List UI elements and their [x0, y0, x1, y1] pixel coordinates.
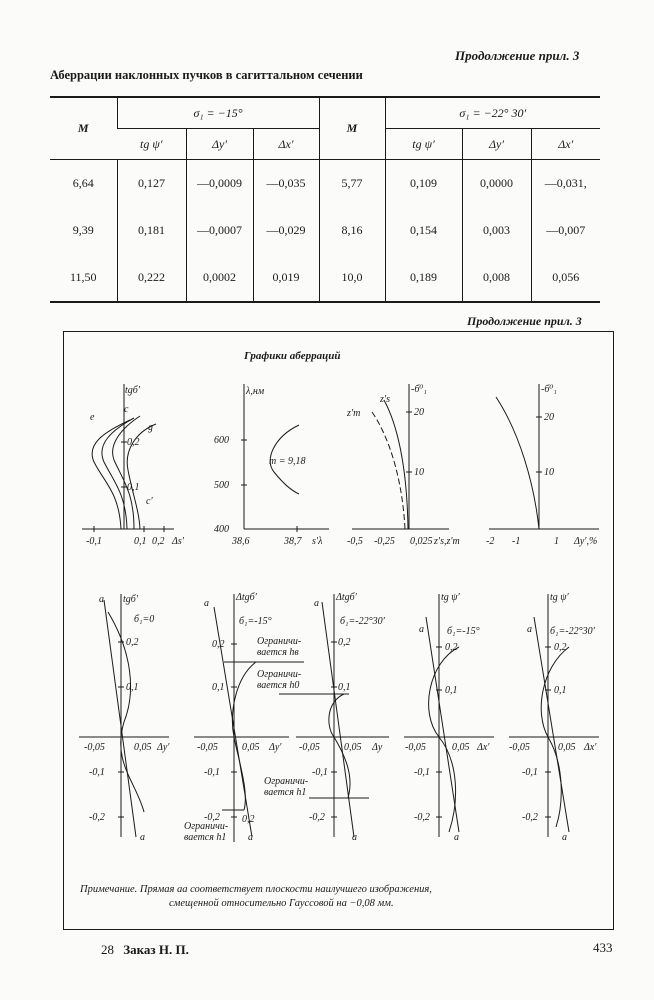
cell: 5,77 [319, 160, 385, 208]
tick-label: -0,2 [522, 812, 538, 823]
tick-label: 0,1 [338, 682, 351, 693]
tick-label: -0,05 [405, 742, 426, 753]
axis-x-label: Δy [372, 742, 383, 753]
tick-label: 10 [544, 467, 554, 478]
tick-label: -0,1 [204, 767, 220, 778]
axis-label: tgб′ [125, 385, 140, 396]
tick-label: Δy′,% [574, 536, 598, 547]
graph-top-3 [346, 384, 460, 547]
m-header: M [77, 121, 89, 135]
curve-label: m = 9,18 [269, 456, 306, 467]
cell: 0,056 [531, 254, 600, 302]
tick-label: 500 [214, 480, 229, 491]
table-row [50, 254, 600, 302]
cell: 6,64 [72, 176, 94, 190]
cell: 9,39 [72, 223, 94, 237]
limit-label: Ограничи- [264, 776, 309, 787]
footer-order: Заказ [123, 942, 156, 957]
cell: 0,222 [117, 254, 186, 302]
param-label: б₁=-15° [239, 616, 272, 627]
cell: 0,0002 [186, 254, 253, 302]
tick-label: -2 [486, 536, 495, 547]
tick-label: -1 [512, 536, 521, 547]
limit-label: вается h0 [257, 680, 300, 691]
cell: —0,0007 [186, 207, 253, 254]
line-a-label: a [99, 594, 104, 605]
tick-label: -0,2 [309, 812, 325, 823]
cell: 0,154 [385, 207, 462, 254]
line-a-label: a [454, 832, 459, 843]
tick-label: -0,05 [197, 742, 218, 753]
tick-label: -0,05 [299, 742, 320, 753]
tick-label: 0,05 [558, 742, 576, 753]
cell: 10,0 [319, 254, 385, 302]
group2-header: σ₁ = −22° 30′ [385, 97, 600, 129]
tick-label: 600 [214, 435, 229, 446]
footer-order-2: Н. П. [158, 942, 189, 957]
cell: 8,16 [319, 207, 385, 254]
table-caption: Аберрации наклонных пучков в сагиттальном сечении [50, 68, 363, 82]
tick-label: -0,2 [414, 812, 430, 823]
graph-bottom-2 [184, 592, 307, 843]
limit-label: Ограничи- [257, 636, 302, 647]
limit-label: вается h1 [264, 787, 307, 798]
curve-label: c [124, 404, 129, 415]
sub-header: tg ψ′ [117, 129, 186, 160]
tick-label: 20 [414, 407, 424, 418]
param-label: б₁=-22°30′ [550, 626, 595, 637]
tick-label: s′λ [312, 536, 323, 547]
m-header-2: M [319, 97, 385, 160]
axis-x-label: Δy′ [269, 742, 282, 753]
param-label: б₁=-15° [447, 626, 480, 637]
group1-header: σ₁ = −15° [117, 97, 319, 129]
tick-label: 38,7 [284, 536, 302, 547]
figure-box [63, 331, 614, 930]
graph-bottom-5 [509, 592, 599, 843]
note-line-2: смещенной относительно Гауссовой на −0,08 мм. [169, 898, 394, 909]
tick-label: 20 [544, 412, 554, 423]
graph-top-1 [82, 384, 185, 547]
axis-x-label: Δy′ [157, 742, 170, 753]
tick-label: 0,1 [127, 482, 140, 493]
tick-label: 0,2 [554, 642, 567, 653]
axis-label: tg ψ′ [441, 592, 460, 603]
tick-label: 0,2 [152, 536, 165, 547]
note-line-1: Примечание. Прямая aa соответствует плоскости наилучшего изображения, [80, 884, 432, 895]
tick-label: 0,1 [126, 682, 139, 693]
tick-label: 0,05 [452, 742, 470, 753]
axis-label: -б⁰₁ [411, 384, 427, 395]
cell: —0,007 [531, 207, 600, 254]
curve-label: c′ [146, 496, 153, 507]
axis-label: tgб′ [123, 594, 138, 605]
sub-header: Δx′ [531, 129, 600, 160]
tick-label: -0,1 [414, 767, 430, 778]
tick-label: 0,2 [242, 814, 255, 825]
aberration-graphs [64, 332, 613, 929]
tick-label: -0,1 [86, 536, 102, 547]
axis-label: Δtgб′ [336, 592, 357, 603]
param-label: б₁=0 [134, 614, 155, 625]
graph-bottom-3 [257, 592, 389, 843]
aberration-table [50, 96, 600, 303]
sub-header: Δy′ [186, 129, 253, 160]
cell: 11,50 [69, 270, 97, 284]
axis-label: Δtgб′ [236, 592, 257, 603]
tick-label: Δs′ [172, 536, 184, 547]
tick-label: -0,05 [509, 742, 530, 753]
limit-label: Ограничи- [257, 669, 302, 680]
cell: 0,0000 [462, 160, 531, 208]
cell: —0,031, [531, 160, 600, 208]
tick-label: 0,2 [445, 642, 458, 653]
tick-label: 38,6 [232, 536, 250, 547]
line-a-label: a [419, 624, 424, 635]
tick-label: -0,2 [204, 812, 220, 823]
tick-label: 0,2 [126, 637, 139, 648]
cell: 0,127 [117, 160, 186, 208]
axis-x-label: Δx′ [477, 742, 490, 753]
tick-label: 0,05 [134, 742, 152, 753]
cell: —0,035 [253, 160, 319, 208]
tick-label: z′s,z′m [434, 536, 460, 547]
axis-label: -б⁰₁ [541, 384, 557, 395]
line-a-label: a [204, 598, 209, 609]
line-a-label: a [314, 598, 319, 609]
limit-label: вается hв [257, 647, 299, 658]
curve-label: z′m [347, 408, 361, 419]
cell: 0,109 [385, 160, 462, 208]
limit-label: вается h1 [184, 832, 227, 843]
cell: 0,189 [385, 254, 462, 302]
graph-top-2 [214, 384, 329, 547]
sub-header: tg ψ′ [385, 129, 462, 160]
tick-label: -0,1 [312, 767, 328, 778]
cell: 0,003 [462, 207, 531, 254]
cell: —0,029 [253, 207, 319, 254]
tick-label: 0,2 [127, 437, 140, 448]
page-number: 433 [593, 940, 613, 955]
tick-label: 0,1 [212, 682, 225, 693]
sub-header: Δx′ [253, 129, 319, 160]
tick-label: -0,25 [374, 536, 395, 547]
tick-label: 0,2 [212, 639, 225, 650]
graph-bottom-4 [404, 592, 494, 843]
cell: —0,0009 [186, 160, 253, 208]
tick-label: 0,05 [344, 742, 362, 753]
tick-label: -0,1 [522, 767, 538, 778]
footer-left [101, 942, 189, 958]
curve-label: e [90, 412, 95, 423]
axis-label: λ,нм [246, 386, 265, 397]
footer-page-ref: 28 [101, 942, 114, 957]
figure-title: Графики аберраций [244, 350, 341, 362]
tick-label: 0,1 [554, 685, 567, 696]
limit-label: Ограничи- [184, 821, 229, 832]
table-row [50, 160, 600, 208]
tick-label: 400 [214, 524, 229, 535]
continuation-header-2: Продолжение прил. 3 [467, 314, 582, 328]
line-a-label: a [140, 832, 145, 843]
tick-label: -0,5 [347, 536, 363, 547]
graph-top-4 [486, 384, 599, 547]
tick-label: 0,1 [445, 685, 458, 696]
table-row [50, 207, 600, 254]
tick-label: 0,1 [134, 536, 147, 547]
curve-label: g [148, 422, 153, 433]
tick-label: 0,05 [242, 742, 260, 753]
tick-label: 1 [554, 536, 559, 547]
graph-bottom-1 [79, 594, 170, 843]
curve-label: z′s [380, 394, 390, 405]
line-a-label: a [527, 624, 532, 635]
continuation-header: Продолжение прил. 3 [455, 48, 580, 63]
line-a-label: a [352, 832, 357, 843]
axis-x-label: Δx′ [584, 742, 597, 753]
tick-label: 10 [414, 467, 424, 478]
cell: 0,181 [117, 207, 186, 254]
tick-label: -0,2 [89, 812, 105, 823]
tick-label: -0,1 [89, 767, 105, 778]
line-a-label: a [562, 832, 567, 843]
tick-label: -0,05 [84, 742, 105, 753]
axis-label: tg ψ′ [550, 592, 569, 603]
tick-label: 0,025 [410, 536, 433, 547]
sub-header: Δy′ [462, 129, 531, 160]
tick-label: 0,2 [338, 637, 351, 648]
cell: 0,019 [253, 254, 319, 302]
param-label: б₁=-22°30′ [340, 616, 385, 627]
line-a-label: a [248, 832, 253, 843]
cell: 0,008 [462, 254, 531, 302]
